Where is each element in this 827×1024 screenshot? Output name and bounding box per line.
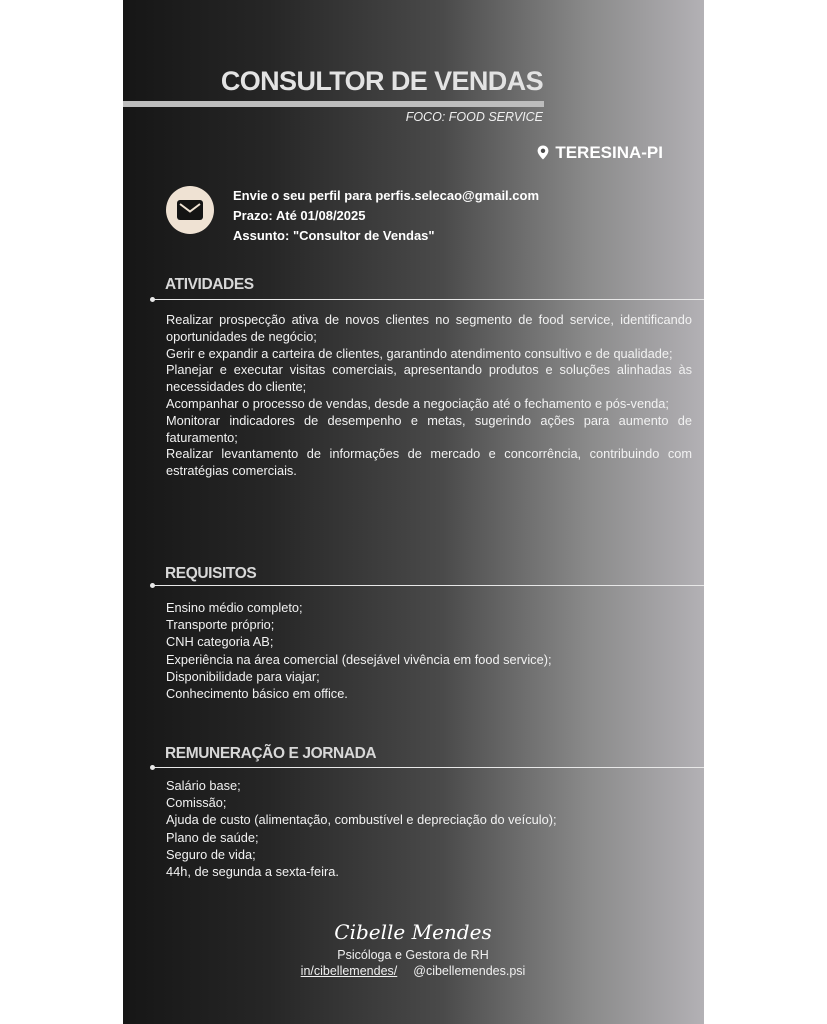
list-item: Seguro de vida; xyxy=(166,846,256,862)
list-item: Experiência na área comercial (desejável vivência em food service); xyxy=(166,651,552,667)
list-item: Ensino médio completo; xyxy=(166,600,303,615)
deadline-line: Prazo: Até 01/08/2025 xyxy=(233,208,366,223)
list-item: Monitorar indicadores de desempenho e metas, sugerindo ações para aumento de faturamento; xyxy=(166,412,692,445)
list-item: Realizar levantamento de informações de mercado e concorrência, contribuindo com estratégias comerciais. xyxy=(166,446,692,479)
list-item: Realizar prospecção ativa de novos clientes no segmento de food service, identificando oportunidades de negócio; xyxy=(166,312,692,344)
job-title: CONSULTOR DE VENDAS xyxy=(220,66,543,96)
list-item: Transporte próprio; xyxy=(166,617,275,633)
map-pin-icon xyxy=(537,145,549,160)
list-item: Comissão; xyxy=(166,795,227,811)
job-post-panel xyxy=(123,0,704,1024)
section-divider xyxy=(152,585,704,586)
application-email-line: Envie o seu perfil para perfis.selecao@gmail.com xyxy=(233,188,540,203)
atividades-list xyxy=(166,312,692,480)
location-text: TERESINA-PI xyxy=(555,143,663,162)
job-focus: FOCO: FOOD SERVICE xyxy=(405,110,543,124)
list-item: Acompanhar o processo de vendas, desde a negociação até o fechamento e pós-venda; xyxy=(166,395,669,411)
title-underline xyxy=(123,101,544,107)
list-item: Conhecimento básico em office. xyxy=(166,686,348,702)
list-item: Planejar e executar visitas comerciais, apresentando produtos e soluções alinhadas às necessidades do cliente; xyxy=(166,362,692,395)
recruiter-signature: Cibelle Mendes xyxy=(334,920,492,944)
section-title-remuneracao: REMUNERAÇÃO E JORNADA xyxy=(165,745,377,762)
section-title-requisitos: REQUISITOS xyxy=(165,565,257,582)
list-item: Salário base; xyxy=(166,778,241,793)
section-divider xyxy=(152,767,704,768)
linkedin-link[interactable]: in/cibellemendes/ xyxy=(300,964,398,978)
list-item: Ajuda de custo (alimentação, combustível e depreciação do veículo); xyxy=(166,812,557,828)
requisitos-list xyxy=(166,599,692,702)
list-item: Plano de saúde; xyxy=(166,829,259,845)
location xyxy=(518,143,663,163)
list-item: 44h, de segunda a sexta-feira. xyxy=(166,864,339,880)
remuneracao-list xyxy=(166,777,692,880)
envelope-icon xyxy=(177,200,203,220)
section-title-atividades: ATIVIDADES xyxy=(165,276,254,293)
list-item: Gerir e expandir a carteira de clientes, garantindo atendimento consultivo e de qualidade; xyxy=(166,345,673,361)
recruiter-role: Psicóloga e Gestora de RH xyxy=(337,948,489,962)
subject-line: Assunto: "Consultor de Vendas" xyxy=(233,228,435,243)
application-info xyxy=(233,186,539,246)
list-item: Disponibilidade para viajar; xyxy=(166,668,320,684)
recruiter-links xyxy=(273,964,553,978)
section-divider xyxy=(152,299,704,300)
instagram-handle: @cibellemendes.psi xyxy=(413,964,526,978)
mail-badge xyxy=(166,186,214,234)
list-item: CNH categoria AB; xyxy=(166,634,274,650)
